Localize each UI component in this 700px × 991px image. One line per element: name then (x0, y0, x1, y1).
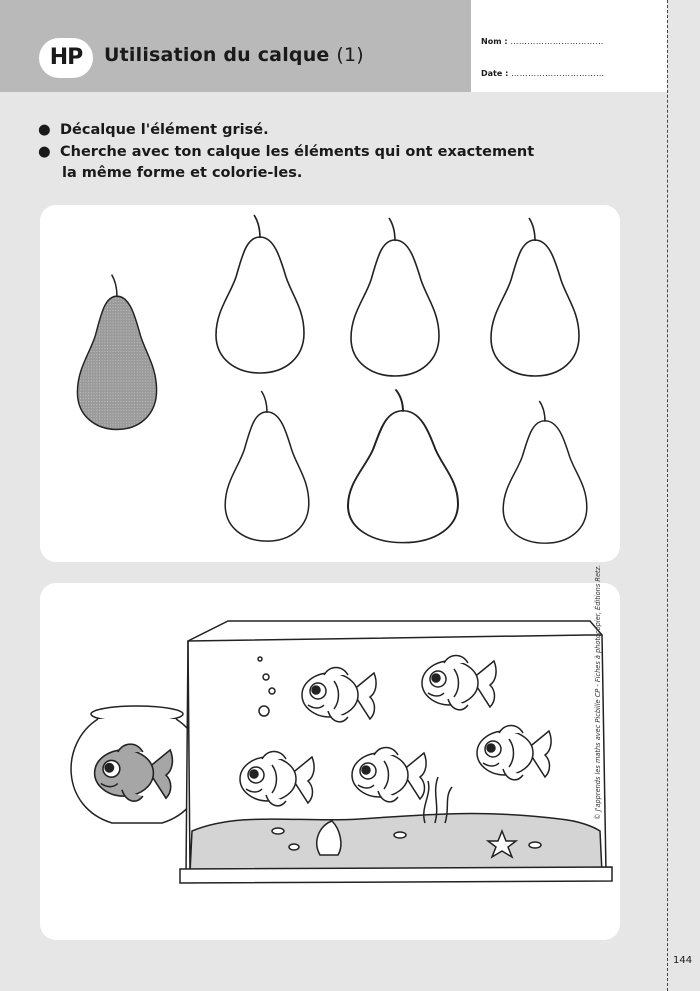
date-label: Date : (481, 69, 509, 78)
fishbowl (71, 706, 203, 823)
pears-drawing (40, 205, 620, 562)
instruction-1: ● Décalque l'élément grisé. (38, 122, 269, 138)
instructions (38, 120, 534, 185)
name-label: Nom : (481, 37, 508, 46)
fish-panel (40, 583, 620, 940)
copyright-credit: © J'apprends les maths avec Picbille CP - Fiches à photocopier, Éditions Retz. (594, 564, 602, 820)
pear-bottom-2[interactable] (348, 389, 458, 542)
pear-top-2[interactable] (351, 218, 439, 376)
name-dots: …………………………… (510, 37, 604, 46)
pear-top-3[interactable] (491, 218, 579, 376)
name-date-box (471, 0, 667, 92)
name-field[interactable] (481, 37, 604, 46)
reference-pear-grey (77, 275, 156, 430)
cut-line (667, 0, 668, 991)
date-field[interactable] (481, 69, 605, 78)
date-dots: …………………………… (511, 69, 605, 78)
pear-top-1[interactable] (216, 215, 304, 373)
instruction-2: ● Cherche avec ton calque les éléments qui ont exactement (38, 143, 535, 160)
instruction-2-continued: la même forme et colorie-les. (62, 165, 303, 181)
fish-drawing (40, 583, 620, 940)
pear-bottom-3[interactable] (503, 401, 587, 543)
page-number: 144 (673, 955, 693, 966)
title-number: (1) (336, 44, 364, 66)
title-text: Utilisation du calque (104, 44, 330, 66)
pear-bottom-1[interactable] (225, 391, 309, 541)
hp-badge: HP (39, 38, 93, 78)
pears-panel (40, 205, 620, 562)
page-title (104, 44, 364, 66)
